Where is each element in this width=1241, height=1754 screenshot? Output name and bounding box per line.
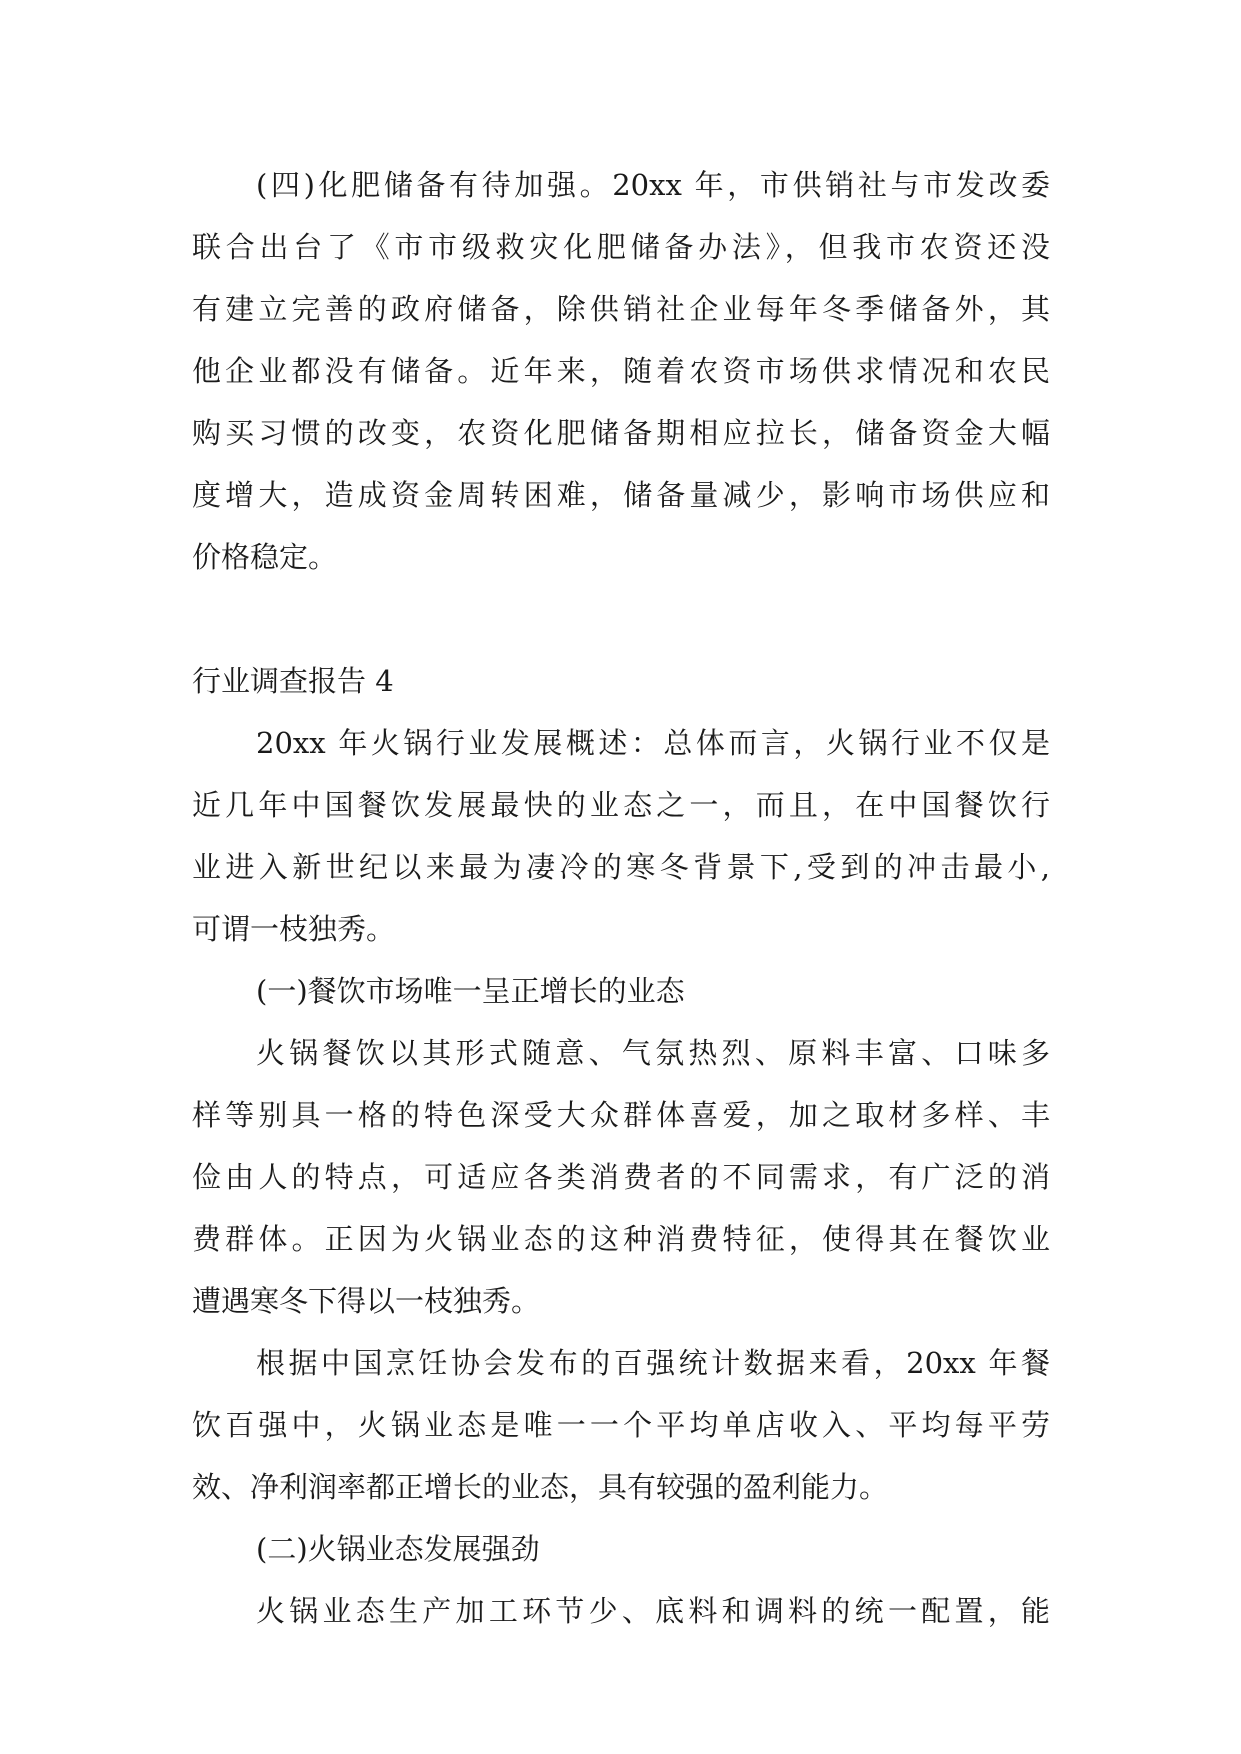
text-line: 联合出台了《市市级救灾化肥储备办法》，但我市农资还没 — [192, 230, 1050, 264]
text-line: 20xx 年火锅行业发展概述：总体而言，火锅行业不仅是 — [256, 726, 1050, 760]
document-body — [192, 154, 1050, 1642]
text-line: 他企业都没有储备。近年来，随着农资市场供求情况和农民 — [192, 354, 1050, 388]
text-line: 价格稳定。 — [192, 540, 338, 574]
text-line: 有建立完善的政府储备，除供销社企业每年冬季储备外，其 — [192, 292, 1050, 326]
text-line: (一)餐饮市场唯一呈正增长的业态 — [256, 974, 685, 1008]
text-line: 费群体。正因为火锅业态的这种消费特征，使得其在餐饮业 — [192, 1222, 1050, 1256]
text-line: 度增大，造成资金周转困难，储备量减少，影响市场供应和 — [192, 478, 1050, 512]
text-line: 购买习惯的改变，农资化肥储备期相应拉长，储备资金大幅 — [192, 416, 1050, 450]
paragraph-gap — [192, 588, 1050, 650]
text-line: 近几年中国餐饮发展最快的业态之一，而且，在中国餐饮行 — [192, 788, 1050, 822]
text-line: 饮百强中，火锅业态是唯一一个平均单店收入、平均每平劳 — [192, 1408, 1050, 1442]
text-line: 可谓一枝独秀。 — [192, 912, 396, 946]
text-line: 效、净利润率都正增长的业态，具有较强的盈利能力。 — [192, 1470, 889, 1504]
text-line: (二)火锅业态发展强劲 — [256, 1532, 540, 1566]
text-line: 业进入新世纪以来最为凄冷的寒冬背景下,受到的冲击最小, — [192, 850, 1050, 884]
text-line: 俭由人的特点，可适应各类消费者的不同需求，有广泛的消 — [192, 1160, 1050, 1194]
text-line: 根据中国烹饪协会发布的百强统计数据来看，20xx 年餐 — [256, 1346, 1050, 1380]
text-line: (四)化肥储备有待加强。20xx 年，市供销社与市发改委 — [256, 168, 1050, 202]
text-line: 火锅业态生产加工环节少、底料和调料的统一配置，能 — [256, 1594, 1050, 1628]
text-line: 火锅餐饮以其形式随意、气氛热烈、原料丰富、口味多 — [256, 1036, 1050, 1070]
text-line: 行业调查报告 4 — [192, 664, 394, 698]
text-line: 遭遇寒冬下得以一枝独秀。 — [192, 1284, 541, 1318]
text-line: 样等别具一格的特色深受大众群体喜爱，加之取材多样、丰 — [192, 1098, 1050, 1132]
